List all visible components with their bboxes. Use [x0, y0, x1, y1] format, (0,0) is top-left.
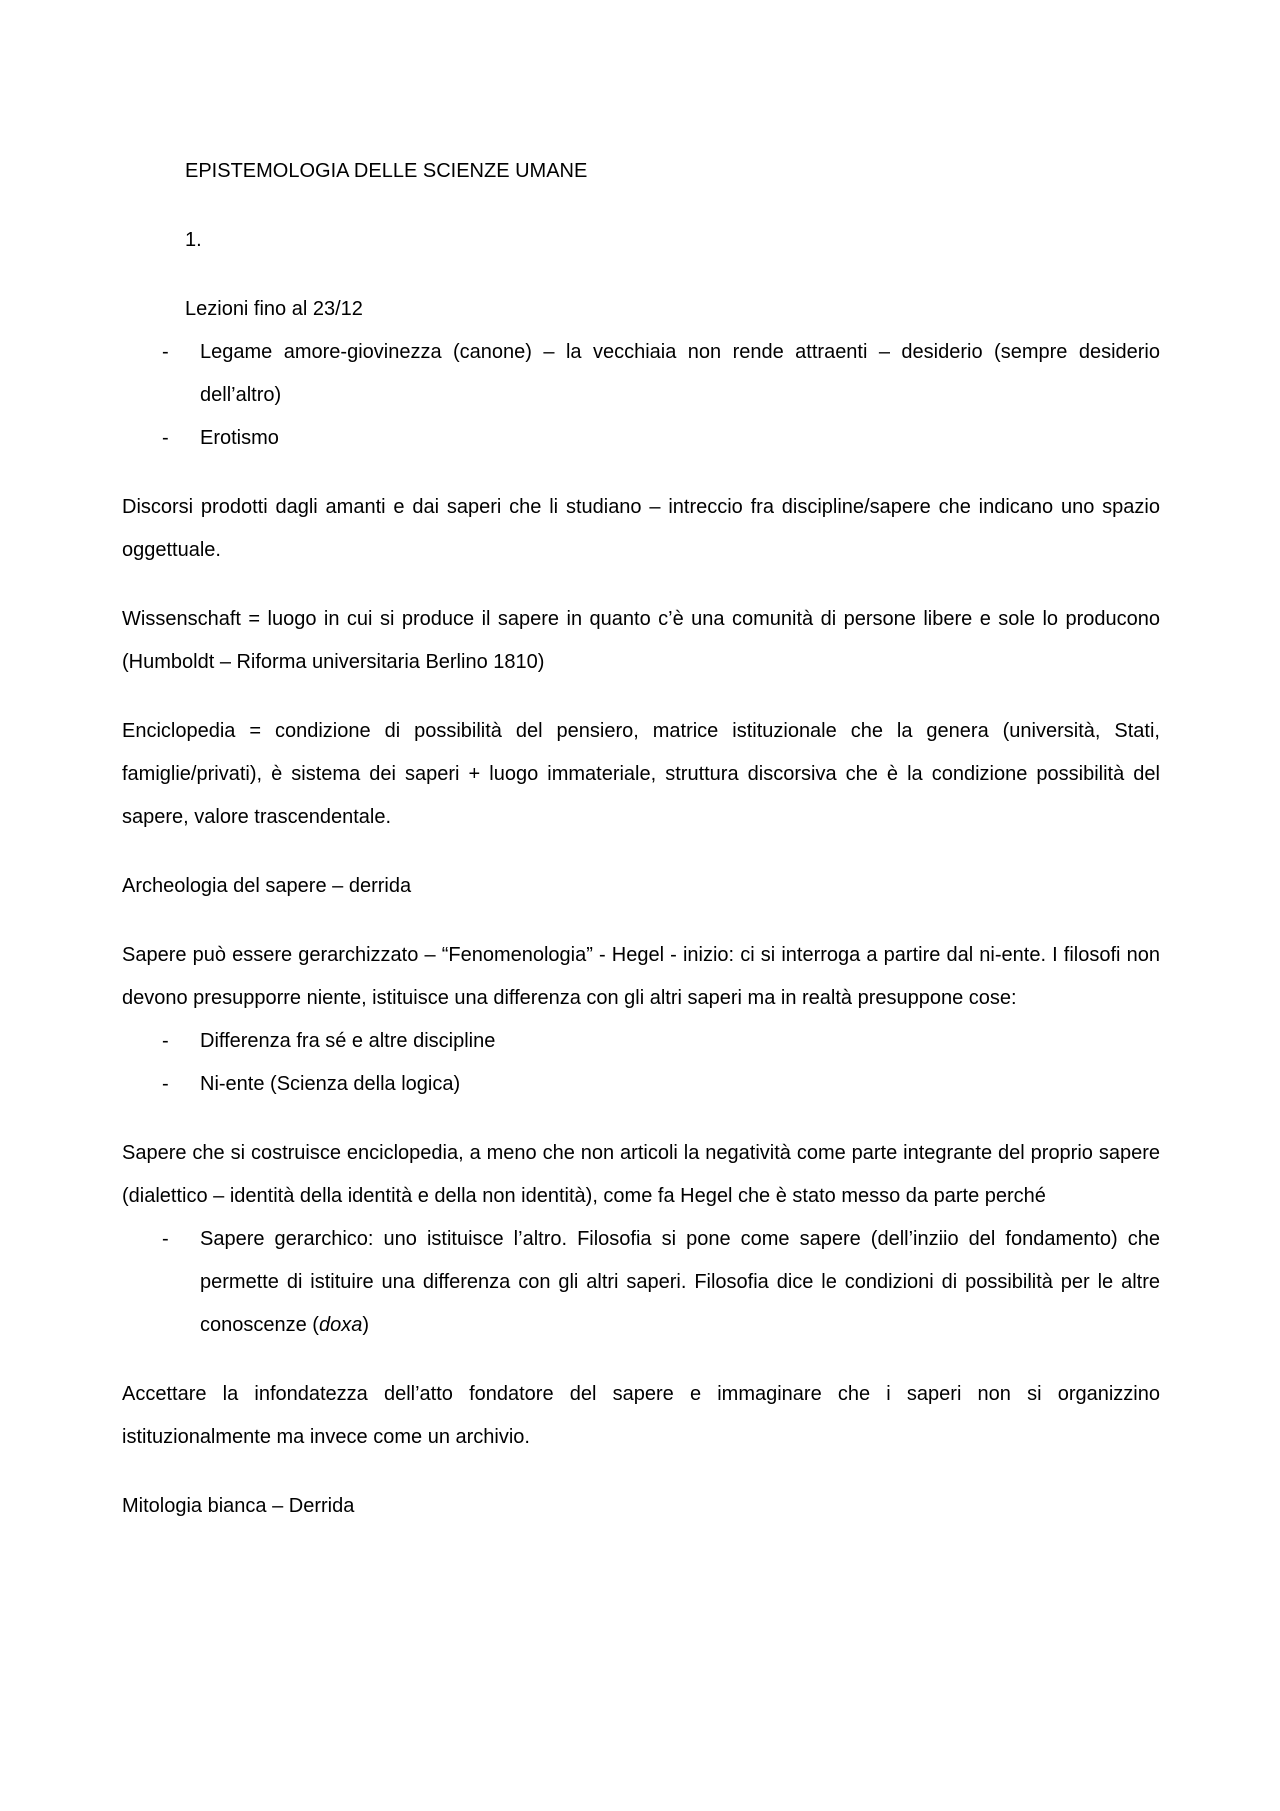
document-body — [122, 150, 1160, 1528]
paragraph-sapere-gerarchizzato: Sapere può essere gerarchizzato – “Fenomenologia” - Hegel - inizio: ci si interroga a partire dal ni-ente. I filosofi non devono presupporre niente, istituisce una differenza con gli altri saperi ma in realtà presuppone cose: — [122, 944, 1160, 1009]
list-item-text: Legame amore-giovinezza (canone) – la vecchiaia non rende attraenti – desiderio (sempre desiderio dell’altro) — [200, 341, 1160, 406]
paragraph-mitologia: Mitologia bianca – Derrida — [122, 1495, 355, 1517]
paragraph-wissenschaft: Wissenschaft = luogo in cui si produce il sapere in quanto c’è una comunità di persone libere e sole lo producono (Humboldt – Riforma universitaria Berlino 1810) — [122, 608, 1160, 673]
list-item-closing: ) — [362, 1314, 370, 1336]
list-item-text: Ni-ente (Scienza della logica) — [200, 1073, 461, 1095]
dash-bullet: - — [162, 1030, 169, 1052]
dash-bullet: - — [162, 341, 169, 363]
list-item — [122, 1020, 1160, 1063]
list-item — [122, 1063, 1160, 1106]
bullet-list-gerarchico — [122, 1218, 1160, 1347]
paragraph-enciclopedia: Enciclopedia = condizione di possibilità del pensiero, matrice istituzionale che la genera (università, Stati, famiglie/privati), è sistema dei saperi + luogo immateriale, struttura discorsiva che è la condizione possibilità del sapere, valore trascendentale. — [122, 720, 1160, 828]
paragraph-discorsi: Discorsi prodotti dagli amanti e dai saperi che li studiano – intreccio fra discipline/sapere che indicano uno spazio oggettuale. — [122, 496, 1160, 561]
document-title: EPISTEMOLOGIA DELLE SCIENZE UMANE — [185, 160, 588, 182]
dash-bullet: - — [162, 1073, 169, 1095]
paragraph-accettare: Accettare la infondatezza dell’atto fondatore del sapere e immaginare che i saperi non si organizzino istituzionalmente ma invece come un archivio. — [122, 1383, 1160, 1448]
list-item — [122, 1218, 1160, 1347]
lessons-heading: Lezioni fino al 23/12 — [185, 298, 363, 320]
list-item-text: Erotismo — [200, 427, 279, 449]
list-item — [122, 417, 1160, 460]
dash-bullet: - — [162, 1228, 169, 1250]
bullet-list-love — [122, 331, 1160, 460]
dash-bullet: - — [162, 427, 169, 449]
paragraph-sapere-enciclopedia: Sapere che si costruisce enciclopedia, a meno che non articoli la negatività come parte integrante del proprio sapere (dialettico – identità della identità e della non identità), come fa Hegel che è stato messo da parte perché — [122, 1142, 1160, 1207]
list-item-italic-term: doxa — [318, 1314, 363, 1336]
bullet-list-presupposti — [122, 1020, 1160, 1106]
list-item-text: Sapere gerarchico: uno istituisce l’altro. Filosofia si pone come sapere (dell’inziio del fondamento) che permette di istituire una differenza con gli altri saperi. Filosofia dice le condizioni di possibilità per le altre conoscenze ( — [200, 1228, 1160, 1336]
section-number: 1. — [185, 229, 202, 251]
paragraph-archeologia: Archeologia del sapere – derrida — [122, 875, 412, 897]
list-item — [122, 331, 1160, 417]
list-item-text: Differenza fra sé e altre discipline — [200, 1030, 496, 1052]
